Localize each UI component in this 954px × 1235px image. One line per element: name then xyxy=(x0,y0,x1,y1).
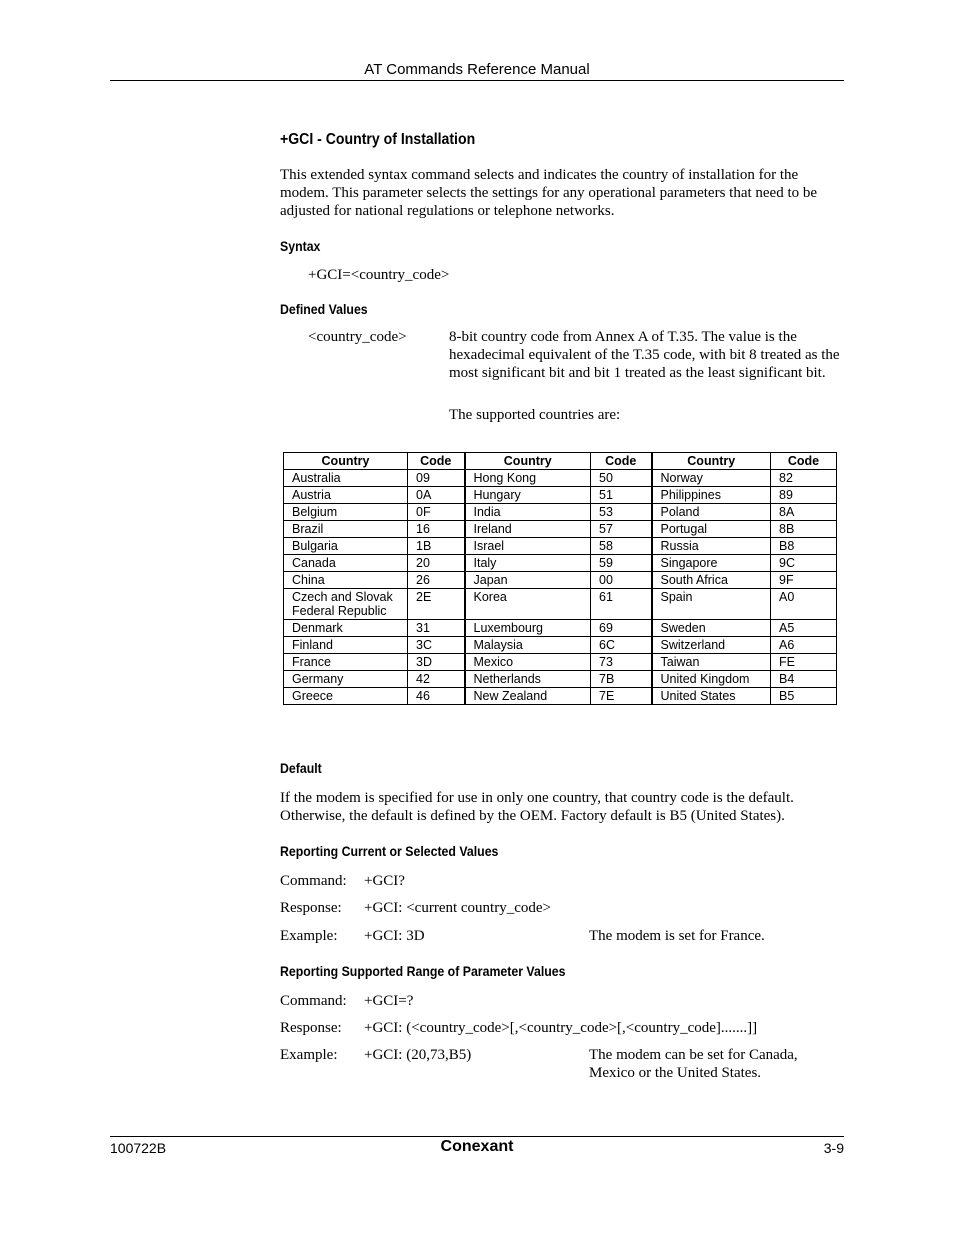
code-cell: 7E xyxy=(591,688,652,705)
country-cell: Norway xyxy=(652,470,771,487)
response-value: +GCI: (<country_code>[,<country_code>[,<country_code].......]] xyxy=(364,1020,758,1036)
country-cell: Hong Kong xyxy=(465,470,591,487)
country-cell: Ireland xyxy=(465,521,591,538)
code-cell: 50 xyxy=(591,470,652,487)
footer-rule xyxy=(110,1136,844,1137)
code-cell: 31 xyxy=(408,620,465,637)
country-cell: Russia xyxy=(652,538,771,555)
table-row xyxy=(284,555,837,572)
reporting-current-heading: Reporting Current or Selected Values xyxy=(280,843,499,859)
code-cell: 58 xyxy=(591,538,652,555)
country-cell: Czech and Slovak Federal Republic xyxy=(284,589,408,620)
code-cell: B8 xyxy=(771,538,837,555)
country-cell: India xyxy=(465,504,591,521)
running-header: AT Commands Reference Manual xyxy=(364,61,590,78)
country-cell: Korea xyxy=(465,589,591,620)
default-heading: Default xyxy=(280,760,322,776)
country-code-table xyxy=(283,452,837,705)
column-header: Country xyxy=(284,453,408,470)
code-cell: B4 xyxy=(771,671,837,688)
code-cell: A6 xyxy=(771,637,837,654)
command-value: +GCI=? xyxy=(364,993,414,1009)
code-cell: 42 xyxy=(408,671,465,688)
code-cell: 00 xyxy=(591,572,652,589)
table-row xyxy=(284,589,837,620)
country-cell: Taiwan xyxy=(652,654,771,671)
country-cell: Italy xyxy=(465,555,591,572)
country-cell: Germany xyxy=(284,671,408,688)
example-label: Example: xyxy=(280,928,338,944)
code-cell: A5 xyxy=(771,620,837,637)
command-label: Command: xyxy=(280,993,347,1009)
country-cell: China xyxy=(284,572,408,589)
code-cell: 0A xyxy=(408,487,465,504)
section-title: +GCI - Country of Installation xyxy=(280,131,476,148)
code-cell: 53 xyxy=(591,504,652,521)
command-value: +GCI? xyxy=(364,873,405,889)
code-cell: 3C xyxy=(408,637,465,654)
country-cell: Switzerland xyxy=(652,637,771,654)
syntax-heading: Syntax xyxy=(280,238,321,254)
code-cell: 73 xyxy=(591,654,652,671)
table-row xyxy=(284,671,837,688)
code-cell: 89 xyxy=(771,487,837,504)
country-cell: Malaysia xyxy=(465,637,591,654)
example-value: +GCI: 3D xyxy=(364,928,425,944)
example-note: The modem is set for France. xyxy=(589,928,765,944)
code-cell: 1B xyxy=(408,538,465,555)
code-cell: 26 xyxy=(408,572,465,589)
country-cell: Singapore xyxy=(652,555,771,572)
country-cell: Portugal xyxy=(652,521,771,538)
code-cell: 6C xyxy=(591,637,652,654)
country-cell: Spain xyxy=(652,589,771,620)
code-cell: A0 xyxy=(771,589,837,620)
table-row xyxy=(284,572,837,589)
country-cell: Belgium xyxy=(284,504,408,521)
country-cell: Netherlands xyxy=(465,671,591,688)
example-note: The modem can be set for Canada, Mexico or the United States. xyxy=(589,1047,798,1081)
country-cell: New Zealand xyxy=(465,688,591,705)
code-cell: 9F xyxy=(771,572,837,589)
country-cell: South Africa xyxy=(652,572,771,589)
code-cell: 20 xyxy=(408,555,465,572)
document-number: 100722B xyxy=(110,1140,167,1156)
country-cell: Israel xyxy=(465,538,591,555)
example-value: +GCI: (20,73,B5) xyxy=(364,1047,472,1063)
column-header: Code xyxy=(591,453,652,470)
country-cell: Brazil xyxy=(284,521,408,538)
country-cell: Hungary xyxy=(465,487,591,504)
country-cell: Denmark xyxy=(284,620,408,637)
code-cell: 46 xyxy=(408,688,465,705)
response-value: +GCI: <current country_code> xyxy=(364,900,551,916)
code-cell: 2E xyxy=(408,589,465,620)
default-paragraph: If the modem is specified for use in only one country, that country code is the default. Otherwise, the default is defined by the OEM. Factory default is B5 (United States). xyxy=(280,790,794,824)
country-cell: Finland xyxy=(284,637,408,654)
country-cell: United Kingdom xyxy=(652,671,771,688)
column-header: Country xyxy=(652,453,771,470)
code-cell: 59 xyxy=(591,555,652,572)
code-cell: 61 xyxy=(591,589,652,620)
country-cell: Australia xyxy=(284,470,408,487)
code-cell: 3D xyxy=(408,654,465,671)
country-cell: Austria xyxy=(284,487,408,504)
defined-values-heading: Defined Values xyxy=(280,301,368,317)
country-cell: Greece xyxy=(284,688,408,705)
country-cell: Sweden xyxy=(652,620,771,637)
syntax-command: +GCI=<country_code> xyxy=(308,267,450,283)
header-rule xyxy=(110,80,844,81)
table-header-row xyxy=(284,453,837,470)
code-cell: 82 xyxy=(771,470,837,487)
table-row xyxy=(284,637,837,654)
table-row xyxy=(284,521,837,538)
country-cell: Bulgaria xyxy=(284,538,408,555)
param-name: <country_code> xyxy=(308,329,407,345)
country-cell: Philippines xyxy=(652,487,771,504)
table-row xyxy=(284,470,837,487)
country-cell: United States xyxy=(652,688,771,705)
column-header: Country xyxy=(465,453,591,470)
column-header: Code xyxy=(408,453,465,470)
response-label: Response: xyxy=(280,900,342,916)
code-cell: 9C xyxy=(771,555,837,572)
code-cell: B5 xyxy=(771,688,837,705)
code-cell: 7B xyxy=(591,671,652,688)
param-description: 8-bit country code from Annex A of T.35. The value is the hexadecimal equivalent of the T.35 code, with bit 8 treated as the most significant bit and bit 1 treated as the least significant bit. xyxy=(449,329,840,381)
table-row xyxy=(284,538,837,555)
table-row xyxy=(284,654,837,671)
supported-countries-text: The supported countries are: xyxy=(449,407,621,423)
code-cell: 16 xyxy=(408,521,465,538)
company-name: Conexant xyxy=(440,1138,514,1155)
code-cell: 69 xyxy=(591,620,652,637)
country-cell: Poland xyxy=(652,504,771,521)
table-row xyxy=(284,620,837,637)
code-cell: FE xyxy=(771,654,837,671)
country-cell: Canada xyxy=(284,555,408,572)
table-row xyxy=(284,504,837,521)
intro-paragraph: This extended syntax command selects and indicates the country of installation for the modem. This parameter selects the settings for any operational parameters that need to be adjusted for national regulations or telephone networks. xyxy=(280,167,818,219)
page-number: 3-9 xyxy=(823,1140,844,1156)
code-cell: 09 xyxy=(408,470,465,487)
code-cell: 57 xyxy=(591,521,652,538)
response-label: Response: xyxy=(280,1020,342,1036)
table-row xyxy=(284,688,837,705)
column-header: Code xyxy=(771,453,837,470)
code-cell: 0F xyxy=(408,504,465,521)
country-cell: Luxembourg xyxy=(465,620,591,637)
code-cell: 8A xyxy=(771,504,837,521)
reporting-range-heading: Reporting Supported Range of Parameter Values xyxy=(280,963,566,979)
country-cell: Japan xyxy=(465,572,591,589)
code-cell: 8B xyxy=(771,521,837,538)
example-label: Example: xyxy=(280,1047,338,1063)
code-cell: 51 xyxy=(591,487,652,504)
country-cell: France xyxy=(284,654,408,671)
country-cell: Mexico xyxy=(465,654,591,671)
table-row xyxy=(284,487,837,504)
command-label: Command: xyxy=(280,873,347,889)
